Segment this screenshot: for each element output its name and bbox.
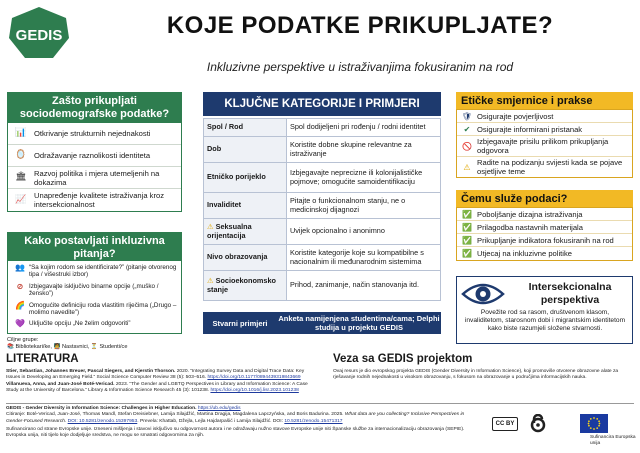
no-binary-icon: ⊘ (16, 281, 24, 291)
legend-item: Studenti/ce (99, 344, 128, 350)
how-list (7, 260, 182, 334)
category-value: Izbjegavajte neprecizne ili kolonijalističke pojmove; omogućite samoidentifikaciju (287, 163, 441, 193)
eye-icon (461, 280, 505, 308)
category-value: Pitajte o funkcionalnom stanju, ne o medicinskoj dijagnozi (287, 193, 441, 219)
list-item (457, 110, 632, 123)
category-value: Uvijek opcionalno i anonimno (287, 219, 441, 245)
list-item (457, 123, 632, 136)
citation-text: Citiranje: Boté-Vericad, Juan-José, Thomas Mandl, Stefan Dreisiebner, Lamija Silajdžić, Martina Dragija, Magdalena Lapczyńska, and Boris Badurina. 2025. (6, 412, 344, 418)
purpose-item-text: Utjecaj na inkluzivne politike (477, 249, 572, 258)
real-examples-label: Stvarni primjeri (212, 318, 268, 328)
warning-icon: ⚠ (463, 162, 471, 172)
category-key: Invaliditet (204, 193, 287, 219)
no-pressure-icon: 🚫 (462, 141, 472, 151)
why-heading: Zašto prikupljati sociodemografske podatke? (7, 92, 182, 124)
list-item (457, 136, 632, 157)
list-item (457, 221, 632, 234)
table-row (204, 163, 441, 193)
table-row (204, 137, 441, 163)
teacher-icon: 🧑‍🏫 (53, 344, 61, 350)
categories-heading: KLJUČNE KATEGORIJE I PRIMJERI (203, 92, 441, 116)
list-item (8, 189, 181, 211)
category-key-cell (204, 271, 287, 301)
gedis-logo (8, 6, 70, 60)
legend-item: Bibliotekari/ke (15, 344, 51, 350)
bar-chart-icon: 📊 (15, 128, 27, 138)
open-access-icon (528, 414, 548, 434)
how-item-text: “Sa kojim rodom se identificirate?” (pitanje otvorenog tipa / višestruki izbor) (29, 264, 177, 279)
check-icon: ✅ (462, 209, 472, 219)
library-icon: 📚 (7, 344, 14, 350)
check-icon: ✅ (462, 235, 472, 245)
list-item (8, 145, 181, 167)
doi-link[interactable]: DOI: 10.5281/zenodo.15397953 (67, 418, 138, 424)
ethics-item-text: Izbjegavajte prisilu prilikom prikupljanja odgovora (477, 137, 609, 155)
category-key: Dob (204, 137, 287, 163)
real-examples-bar (203, 312, 441, 334)
reference-text: 2023. “The Gender and LGBTQ Perspectives in Library and Information Science: A Case Study at the University of Barcelona.” Library & Information Science Research 45 (3): 101238. (6, 381, 308, 393)
mirror-icon: 🪞 (15, 150, 27, 160)
page-subtitle: Inkluzivne perspektive u istraživanjima fokusiranim na rod (206, 60, 514, 74)
intersectional-box (456, 276, 633, 344)
ethics-heading: Etičke smjernice i prakse (456, 92, 633, 111)
category-key: Socioekonomsko stanje (207, 275, 276, 294)
list-item (457, 247, 632, 260)
why-item-text: Odražavanje raznolikosti identiteta (34, 151, 151, 160)
intersectional-title: Intersekcionalna perspektiva (528, 281, 612, 306)
student-icon: ⏳ (90, 344, 98, 350)
list-item (8, 167, 181, 189)
list-item (8, 262, 181, 281)
table-row (204, 193, 441, 219)
table-row (204, 219, 441, 245)
reference-authors: Villanueva, Anna, and Juan-José Boté-Vericad. (6, 381, 115, 387)
institution-icon: 🏛 (15, 172, 27, 182)
warning-icon: ⚠ (207, 275, 214, 285)
rainbow-icon: 🌈 (15, 300, 25, 310)
purpose-item-text: Poboljšanje dizajna istraživanja (477, 209, 583, 219)
intersectional-text: Povežite rod sa rasom, društvenom klasom, invaliditetom, starosnom dobi i migrantskim identitetom kako biste razumjeli složene stvarnosti. (464, 309, 626, 332)
reference-authors: Stier, Sebastian, Johannes Breuer, Pascal Siegers, and Kjerstin Thorson. (6, 369, 176, 374)
why-list (7, 122, 182, 212)
purpose-item-text: Prilagodba nastavnih materijala (477, 222, 583, 232)
citation-title: What data are you collecting? Inclusive Perspectives in Gender-Focused Research. (6, 412, 465, 424)
legend-label: Ciljne grupe: (7, 337, 39, 343)
purpose-item-text: Prikupljanje indikatora fokusiranih na rod (477, 235, 614, 245)
reference-text: 2020. “Integrating Survey Data and Digital Trace Data: Key Issues in Developing an Emerging Field.” Social Science Computer Review 38 (5): 503–516. (6, 369, 305, 381)
real-examples-text: Anketa namijenjena studentima/cama; Delphi studija u projektu GEDIS (278, 314, 440, 332)
target-groups-legend: Ciljne grupe: 📚 Bibliotekari/ke, 🧑‍🏫 Nastavnici, ⏳ Studenti/ce (7, 337, 128, 350)
ethics-item-text: Osigurajte povjerljivost (477, 111, 554, 121)
project-heading: Veza sa GEDIS projektom (333, 353, 473, 365)
reference-link[interactable]: https://doi.org/10.1177/0894439319843669 (207, 375, 301, 381)
why-item-text: Unapređenje kvalitete istraživanja kroz intersekcionalnost (34, 191, 165, 209)
category-value: Koristite kategorije koje su kompatibilne s nacionalnim ili međunarodnim sistemima (287, 245, 441, 271)
footer-project-line: GEDIS - Gender Diversity in Information Science: Challenges in Higher Education. (6, 406, 197, 411)
reference-list (6, 369, 311, 394)
ethics-item-text: Osigurajte informirani pristanak (477, 124, 583, 134)
logo-text: GEDIS (15, 27, 63, 44)
why-item-text: Razvoj politika i mjera utemeljenih na dokazima (34, 168, 160, 187)
list-item (457, 234, 632, 247)
reference-item (6, 369, 311, 382)
how-item-text: Omogućite definiciju roda vlastitim riječima („Drugo – molimo navedite”) (29, 301, 177, 317)
ethics-item-text: Radite na podizanju svijesti kada se pojave osjetljive teme (477, 158, 623, 176)
page-title: KOJE PODATKE PRIKUPLJATE? (166, 12, 554, 39)
how-item-text: Izbjegavajte isključivo binarne opcije („muško / žensko”) (29, 282, 159, 298)
table-row (204, 271, 441, 301)
warning-icon: ⚠ (207, 221, 214, 231)
check-icon: ✔ (463, 124, 471, 134)
category-value: Spol dodijeljeni pri rođenju / rodni identitet (287, 119, 441, 137)
purpose-heading: Čemu služe podaci? (456, 190, 633, 209)
reference-link[interactable]: https://doi.org/10.1016/j.lisr.2023.101238 (210, 387, 299, 393)
list-item (8, 123, 181, 145)
category-key: Seksualna orijentacija (207, 221, 252, 240)
list-item (8, 281, 181, 300)
category-key: Spol / Rod (204, 119, 287, 137)
footer-divider (6, 403, 634, 404)
why-item-text: Otkrivanje strukturnih nejednakosti (34, 129, 151, 138)
heart-icon: 💜 (15, 319, 25, 329)
project-text: Ovaj resurs je dio evropskog projekta GEDIS (Gender Diversity in Information Science), koji promoviše otvorene obrazovne alate za rješavanje rodnih nejednakosti u visokom obrazovanju, s fokusom na obrazovanje u područjima informacijskih nauka. (333, 369, 619, 381)
category-key: Etničko porijeklo (204, 163, 287, 193)
categories-table (203, 118, 441, 301)
literature-heading: LITERATURA (6, 353, 79, 365)
check-icon: ✅ (462, 222, 472, 232)
table-row (204, 245, 441, 271)
category-key: Nivo obrazovanja (204, 245, 287, 271)
category-value: Koristite dobne skupine relevantne za istraživanje (287, 137, 441, 163)
ethics-list (456, 109, 633, 178)
cc-license-badge: CC BY (492, 417, 518, 431)
list-item (457, 157, 632, 177)
purpose-list (456, 207, 633, 261)
eu-cofunded-label: Sufinancira Europska unija (590, 435, 636, 446)
category-value: Prihod, zanimanje, način stanovanja itd. (287, 271, 441, 301)
how-heading: Kako postavljati inkluzivna pitanja? (7, 232, 182, 264)
eu-flag-icon (580, 414, 608, 433)
reference-item (6, 382, 311, 395)
doi-link-translation[interactable]: 10.5281/zenodo.15471317 (284, 418, 343, 424)
translation-text: . Prevela: Khattab, Džejla, Lejla Hajdarpašić i Lamija Silajdžić. DOI: (137, 418, 283, 424)
legend-item: Nastavnici (62, 344, 88, 350)
footer-text (6, 406, 476, 439)
how-item-text: Uključite opciju „Ne želim odgovoriti” (29, 320, 131, 328)
check-icon: ✅ (462, 249, 472, 258)
category-key-cell (204, 219, 287, 245)
table-row (204, 119, 441, 137)
funding-text: Sufinancirano od strane Evropske unije. Izneseni mišljenja i stavovi isključivo su odgovornost autora i ne odražavaju nužno stavove Evropske unije niti Španske službe za internacionalizaciju obrazovanja (SEPIE). Evropska unija, niti tijelo koje dodjeljuje sredstva, ne mogu se smatrati odgovornima za njih. (6, 426, 465, 439)
improve-icon: 📈 (15, 194, 27, 205)
people-icon: 👥 (15, 263, 25, 272)
project-link[interactable]: https://ub.edu/gedis (197, 406, 241, 411)
list-item (457, 208, 632, 221)
list-item (8, 300, 181, 319)
shield-icon: 🛡 (461, 111, 473, 121)
list-item (8, 318, 181, 329)
